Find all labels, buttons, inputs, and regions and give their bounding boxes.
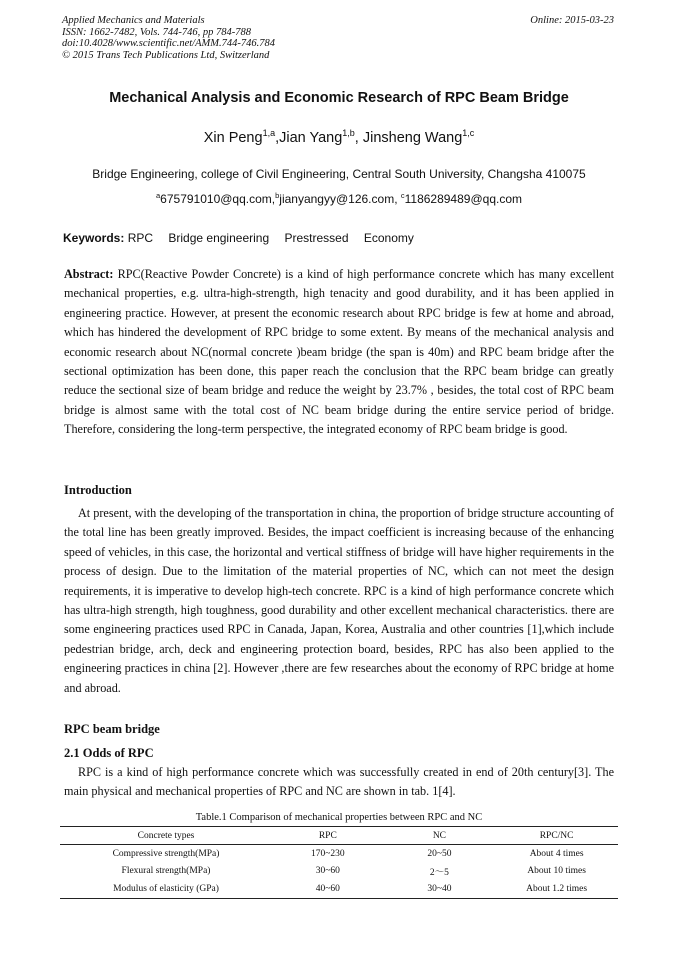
table-header-cell: RPC/NC (495, 827, 618, 845)
table-cell: 30~40 (384, 880, 496, 898)
journal-name: Applied Mechanics and Materials (62, 15, 205, 26)
keyword: RPC (127, 231, 154, 245)
table-cell: 20~50 (427, 848, 452, 859)
table-cell: About 10 times (527, 866, 586, 877)
email-sup: b (275, 191, 280, 200)
keywords-label: Keywords: (63, 231, 125, 245)
table-cell: 2～5 (429, 868, 449, 879)
keywords-line (63, 231, 615, 245)
abstract-label: Abstract: (64, 267, 114, 281)
author-name: Xin Peng (203, 129, 263, 146)
introduction-text: At present, with the developing of the transportation in china, the proportion of bridge structure accounting of the total line has been greatly improved. Besides, the impact coefficient is increasing because of the enhancing speed of vehicles, in this case, the horizontal and vertical stiffness of bridge will have higher requirements in the process of design. Due to the limitation of the material properties of NC, which can not meet the design requirements, it is imperative to develop high-tech concrete. RPC is a kind of high performance concrete which has ultra-high strength, high toughness, good durability and other excellent mechanical characteristics. there are some engineering practices used RPC in Canada, Japan, Korea, Australia and other countries [1],which include pedestrian bridge, arch, deck and engineering protection board, besides, RPC has also been applied to the engineering practices in china [2]. However ,there are few researches about the economy of RPC bridge at home and abroad. (64, 506, 614, 695)
email-sup: c (400, 191, 405, 200)
table-cell: 170~230 (311, 848, 345, 859)
email-address: jianyangyy@126.com, (279, 192, 401, 206)
abstract-paragraph (64, 265, 614, 440)
table-header-cell: RPC (272, 827, 384, 845)
email-sup: a (156, 191, 161, 200)
table-caption: Table.1 Comparison of mechanical properties between RPC and NC (195, 812, 483, 823)
table-cell: About 4 times (529, 848, 584, 859)
table-cell: About 1.2 times (495, 880, 618, 898)
journal-header (62, 15, 614, 61)
paper-title: Mechanical Analysis and Economic Research of RPC Beam Bridge (109, 90, 569, 106)
properties-table (60, 826, 618, 899)
table-row (60, 845, 618, 863)
table-header-cell: NC (384, 827, 496, 845)
author-name: Jian Yang (279, 129, 343, 146)
doi-line: doi:10.4028/www.scientific.net/AMM.744-746.784 (62, 38, 275, 49)
rpc-subsection-heading: 2.1 Odds of RPC (64, 746, 154, 760)
copyright-line: © 2015 Trans Tech Publications Ltd, Switzerland (62, 49, 270, 61)
introduction-paragraph (64, 504, 614, 698)
rpc-paragraph (64, 763, 614, 802)
issn-line: ISSN: 1662-7482, Vols. 744-746, pp 784-788 (62, 26, 251, 38)
rpc-section-heading: RPC beam bridge (64, 722, 160, 736)
keyword: Bridge engineering (168, 231, 270, 245)
table-cell: Modulus of elasticity (GPa) (60, 880, 272, 898)
email-list (40, 191, 638, 206)
table-cell: 30~60 (315, 866, 340, 877)
table-row (60, 863, 618, 881)
table-row (60, 880, 618, 898)
table-cell: Compressive strength(MPa) (112, 848, 220, 859)
author-name: Jinsheng Wang (362, 129, 463, 146)
author-sup: 1,a (262, 128, 276, 138)
author-sup: 1,b (342, 128, 355, 138)
keyword: Economy (363, 231, 414, 245)
introduction-heading: Introduction (64, 483, 132, 497)
affiliation: Bridge Engineering, college of Civil Engineering, Central South University, Changsha 410075 (92, 167, 586, 181)
rpc-text: RPC is a kind of high performance concrete which was successfully created in end of 20th century[3]. The main physical and mechanical properties of RPC and NC are shown in tab. 1[4]. (64, 765, 614, 799)
table-header-cell: Concrete types (60, 827, 272, 845)
table-header-row (60, 827, 618, 845)
table-cell: 40~60 (272, 880, 384, 898)
author-list (40, 128, 638, 146)
keyword: Prestressed (284, 231, 349, 245)
online-date: Online: 2015-03-23 (530, 15, 614, 26)
email-address: 1186289489@qq.com (404, 192, 522, 206)
abstract-text: RPC(Reactive Powder Concrete) is a kind of high performance concrete which has many excellent mechanical properties, e.g. ultra-high-strength, high tenacity and good durability, and it has been applied in engineering practice. However, at present the economic research about RPC bridge is few at home and abroad, which has hindered the development of RPC bridge to some extent. By means of the mechanical analysis and economic research about NC(normal concrete )beam bridge (the span is 40m) and RPC beam bridge after the sectional optimization has been done, this paper reach the conclusion that the RPC beam bridge can greatly reduce the sectional size of beam bridge and reduce the weight by 23.7% , besides, the total cost of RPC beam bridge is almost same with the total cost of NC beam bridge during the entire service period of bridge. Therefore, considering the long-term perspective, the integrated economy of RPC beam bridge is good. (64, 267, 614, 437)
email-address: 675791010@qq.com, (160, 192, 276, 206)
author-sep: , (354, 129, 363, 146)
author-sup: 1,c (462, 128, 475, 138)
author-sep: , (275, 129, 280, 146)
table-cell: Flexural strength(MPa) (121, 866, 211, 877)
